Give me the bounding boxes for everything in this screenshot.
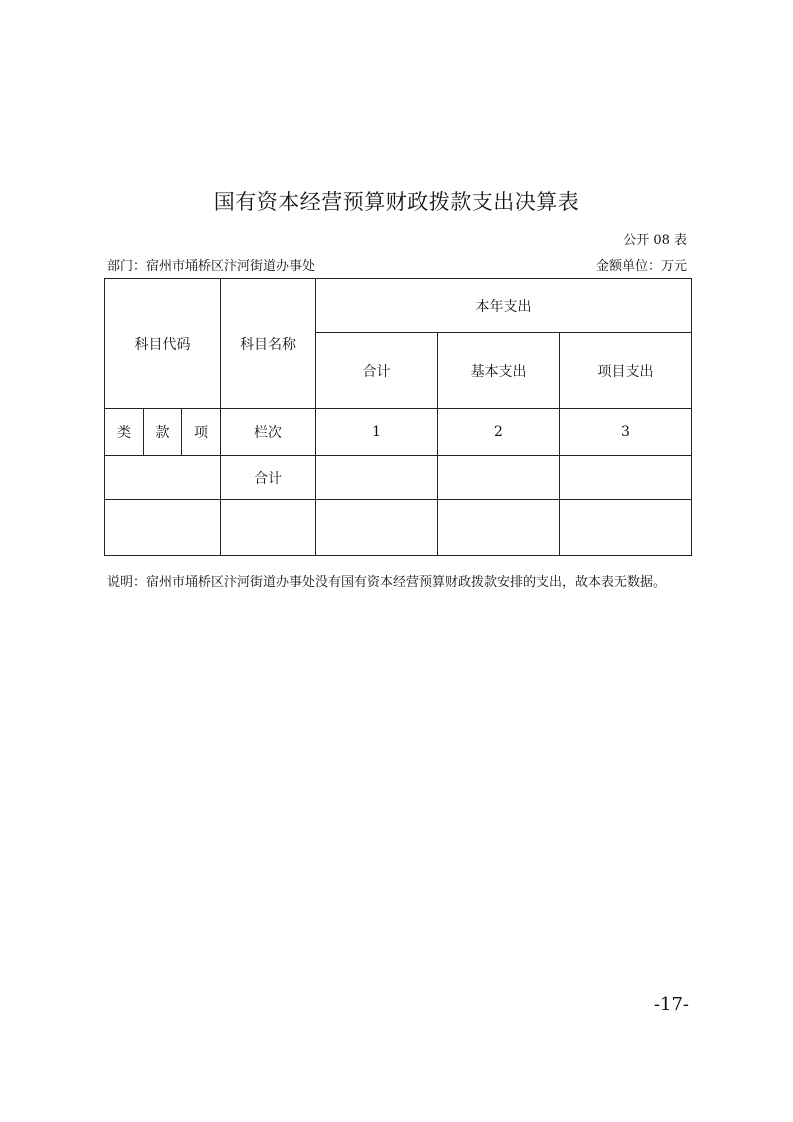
- header-basic-expenditure: 基本支出: [438, 333, 560, 409]
- empty-row-name: [221, 500, 316, 556]
- total-row-basic: [438, 456, 560, 500]
- expenditure-table: [104, 278, 692, 556]
- total-row-code-cell: [105, 456, 221, 500]
- header-total: 合计: [316, 333, 438, 409]
- empty-row-total: [316, 500, 438, 556]
- index-item: 项: [182, 409, 221, 456]
- index-section: 款: [144, 409, 182, 456]
- total-row-label: 合计: [221, 456, 316, 500]
- empty-row-basic: [438, 500, 560, 556]
- total-row-total: [316, 456, 438, 500]
- department-label: 部门：宿州市埇桥区汴河街道办事处: [107, 259, 316, 274]
- index-col-1: 1: [316, 409, 438, 456]
- page-number: -17-: [653, 994, 689, 1015]
- document-title: 国有资本经营预算财政拨款支出决算表: [213, 190, 580, 214]
- header-current-year-expenditure: 本年支出: [316, 279, 692, 333]
- index-column-label: 栏次: [221, 409, 316, 456]
- header-row-top: [105, 279, 692, 333]
- empty-row-project: [560, 500, 692, 556]
- form-code: 公开 08 表: [623, 233, 687, 248]
- total-row-project: [560, 456, 692, 500]
- explanation-note: 说明：宿州市埇桥区汴河街道办事处没有国有资本经营预算财政拨款安排的支出，故本表无数据。: [107, 575, 667, 590]
- total-row: [105, 456, 692, 500]
- header-project-expenditure: 项目支出: [560, 333, 692, 409]
- index-col-2: 2: [438, 409, 560, 456]
- table-row: [105, 500, 692, 556]
- index-col-3: 3: [560, 409, 692, 456]
- index-row: [105, 409, 692, 456]
- header-subject-name: 科目名称: [221, 279, 316, 409]
- index-class: 类: [105, 409, 144, 456]
- amount-unit-label: 金额单位：万元: [595, 259, 687, 274]
- empty-row-code: [105, 500, 221, 556]
- header-subject-code: 科目代码: [105, 279, 221, 409]
